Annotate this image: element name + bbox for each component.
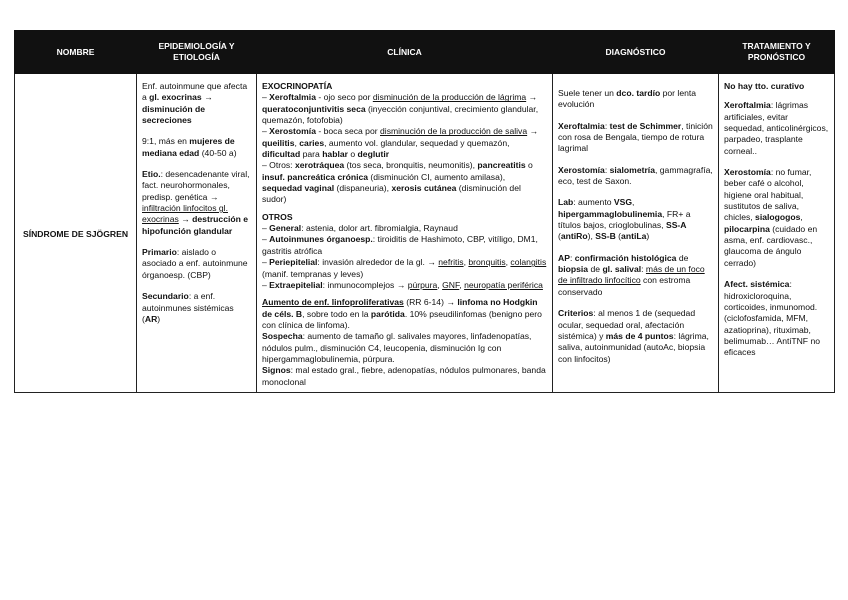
tratamiento-cell	[719, 74, 835, 393]
tx-no-curativo: No hay tto. curativo	[724, 81, 805, 91]
clin-autoinmunes: – Autoinmunes órganoesp.: tiroiditis de Hashimoto, CBP, vitíligo, DM1, gastritis atrófica	[262, 234, 538, 256]
tx-xeroftalmia: Xeroftalmia: lágrimas artificiales, evitar sequedad, anticolinérgicos, parpadeo, trasplante corneal..	[724, 100, 829, 156]
epidemiologia-cell	[137, 74, 257, 393]
clin-xeroftalmia: – Xeroftalmia - ojo seco por disminución de la producción de lágrima → queratoconjuntivitis seca (inyección conjuntival, crecimiento glandular, quemazón, fotofobia)	[262, 92, 539, 126]
otros-title: OTROS	[262, 211, 293, 222]
clin-general: – General: astenia, dolor art. fibromialgia, Raynaud	[262, 223, 458, 234]
clin-extraepitelial: – Extraepitelial: inmunocomplejos → púrpura, GNF, neuropatía periférica	[262, 279, 543, 290]
dx-lab: Lab: aumento VSG, hipergammaglobulinemia, FR+ a títulos bajos, crioglobulinas, SS-A (antiRo), SS-B (antiLa)	[558, 197, 691, 242]
clin-xerostomia: – Xerostomía - boca seca por disminución de la producción de saliva → queilitis, caries, aumento vol. glandular, sequedad y quemazón, dificultad para hablar o deglutir	[262, 126, 539, 160]
clin-linfoproliferativas: Aumento de enf. linfoproliferativas (RR 6-14) → linfoma no Hodgkin de céls. B, sobre todo en la parótida. 10% pseudilinfomas (benigno pero con clínica de linfoma).	[262, 297, 542, 330]
tx-xerostomia: Xerostomía: no fumar, beber café o alcohol, higiene oral habitual, sustitutos de saliva, chicles, sialogogos, pilocarpina (cuidado en asma, enf. cardiovasc., glaucoma de ángulo cerrado)	[724, 167, 818, 268]
disease-name: SÍNDROME DE SJÖGREN	[15, 74, 137, 393]
epi-prevalence: 9:1, más en mujeres de mediana edad (40-50 a)	[142, 136, 237, 158]
exocrinopatia-title: EXOCRINOPATÍA	[262, 81, 333, 91]
header-clinica: CLÍNICA	[257, 31, 553, 74]
tx-sistemica: Afect. sistémica: hidroxicloroquina, corticoides, inmunomod. (ciclofosfamida, MFM, azatioprina), rituximab, belimumab… AntiTNF no eficaces	[724, 279, 820, 358]
dx-tardio: Suele tener un dco. tardío por lenta evolución	[558, 88, 697, 110]
header-diagnostico: DIAGNÓSTICO	[553, 31, 719, 74]
clinica-cell	[257, 74, 553, 393]
header-epidemiologia: EPIDEMIOLOGÍA Y ETIOLOGÍA	[137, 31, 257, 74]
header-nombre: NOMBRE	[15, 31, 137, 74]
epi-secondary: Secundario: a enf. autoinmunes sistémicas (AR)	[142, 291, 234, 324]
clin-sospecha: Sospecha: aumento de tamaño gl. salivales mayores, linfadenopatías, nódulos pulm., disminución C4, leucopenia, disminución Ig con hipergammaglobulinemia, púrpura.	[262, 331, 532, 364]
table-row	[15, 74, 835, 393]
dx-xerostomia: Xerostomía: sialometría, gammagrafía, eco, test de Saxon.	[558, 164, 713, 187]
epi-primary: Primario: aislado o asociado a enf. autoinmune órganoesp. (CBP)	[142, 247, 248, 280]
header-row	[15, 31, 835, 74]
epi-definition: Enf. autoinmune que afecta a gl. exocrinas → disminución de secreciones	[142, 81, 248, 126]
dx-xeroftalmia: Xeroftalmia: test de Schimmer, tinición con rosa de Bengala, tiempo de rotura lagrimal	[558, 120, 713, 154]
dx-criterios: Criterios: al menos 1 de (sequedad ocular, sequedad oral, afectación sistémica) y más de 4 puntos: lágrima, saliva, autoinmunidad (autoAc, biopsia con linfocitos)	[558, 308, 709, 364]
epi-etiology: Etio.: desencadenante viral, fact. neurohormonales, predisp. genética → infiltración linfocitos gl. exocrinas → destrucción e hipofunción glandular	[142, 169, 250, 236]
dx-ap: AP: confirmación histológica de biopsia de gl. salival: más de un foco de infiltrado linfocítico con estroma conservado	[558, 252, 705, 297]
disease-table	[14, 30, 835, 393]
clin-otros-exo: – Otros: xerotráquea (tos seca, bronquitis, neumonitis), pancreatitis o insuf. pancreática crónica (disminución CI, aumento amilasa), sequedad vaginal (dispaneuria), xerosis cutánea (disminución del sudor)	[262, 160, 533, 205]
clin-periepitelial: – Periepitelial: invasión alrededor de la gl. → nefritis, bronquitis, colangitis (manif. tempranas y leves)	[262, 257, 547, 279]
clin-signos: Signos: mal estado gral., fiebre, adenopatías, nódulos pulmonares, banda monoclonal	[262, 365, 546, 387]
diagnostico-cell	[553, 74, 719, 393]
header-tratamiento: TRATAMIENTO Y PRONÓSTICO	[719, 31, 835, 74]
